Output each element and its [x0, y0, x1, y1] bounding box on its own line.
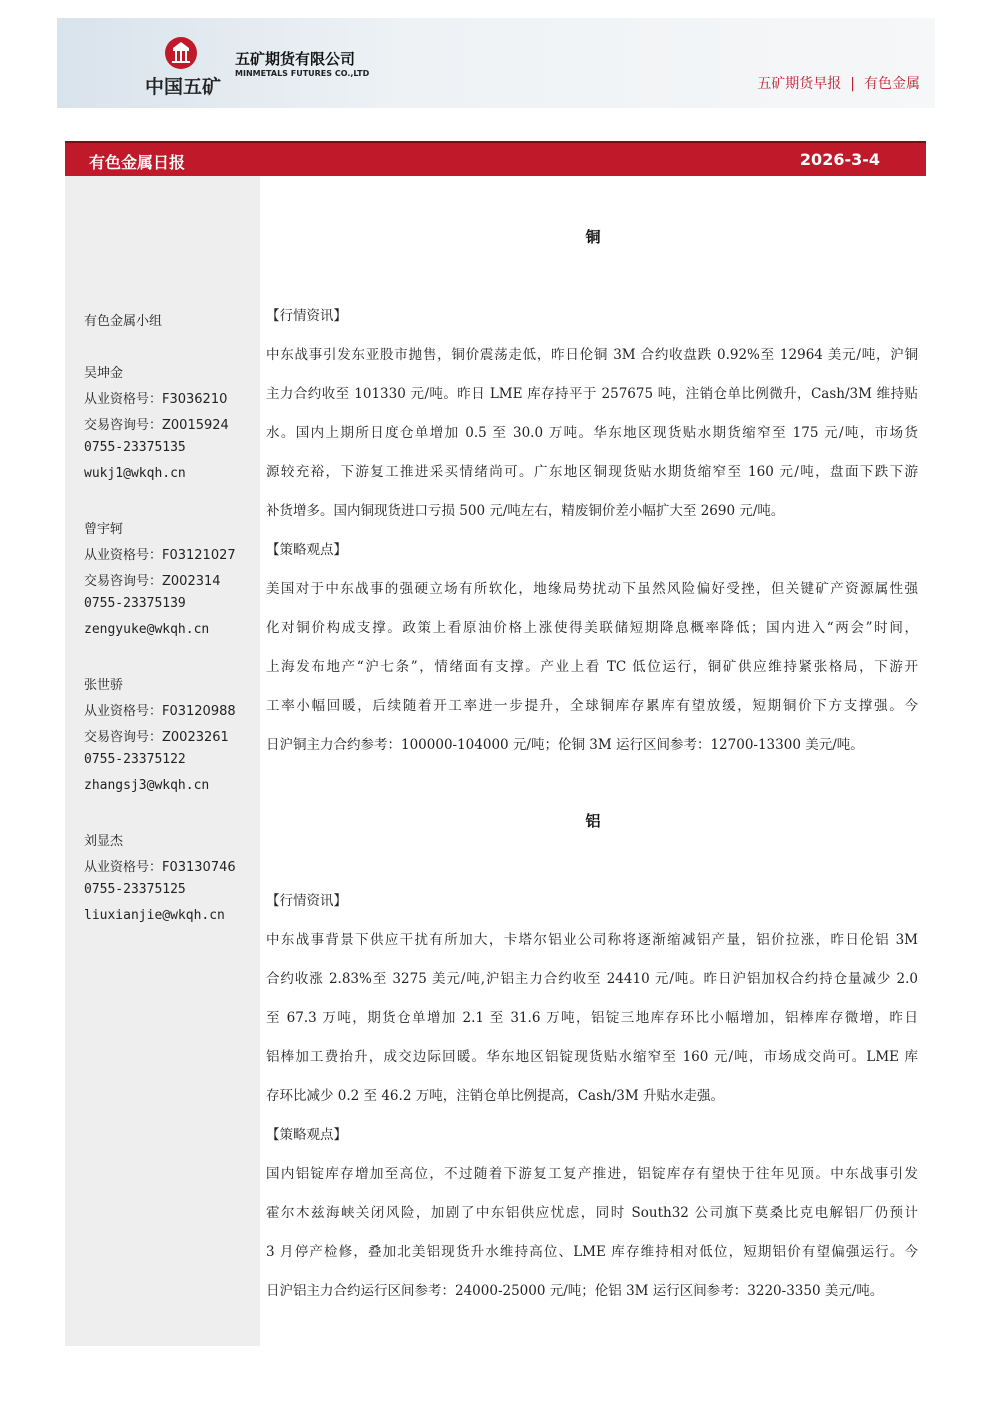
analyst-advisory: 交易咨询号：Z002314	[84, 574, 221, 589]
analyst-phone: 0755-23375135	[84, 440, 186, 455]
analyst-email: wukj1@wkqh.cn	[84, 466, 186, 481]
company-name-en: MINMETALS FUTURES CO.,LTD	[235, 69, 370, 78]
analyst-phone: 0755-23375122	[84, 752, 186, 767]
analyst-name: 吴坤金	[84, 366, 124, 381]
separator: |	[850, 76, 855, 92]
paragraph-line: 铝棒加工费抬升，成交边际回暖。华东地区铝锭现货贴水缩窄至 160 元/吨，市场成交尚可。LME 库	[266, 1049, 918, 1065]
report-title-bar	[65, 141, 926, 176]
report-header	[57, 18, 935, 108]
news-label: 【行情资讯】	[266, 893, 347, 909]
minmetals-logo-icon	[164, 36, 198, 70]
analyst-email: liuxianjie@wkqh.cn	[84, 908, 225, 923]
paragraph-line: 工率小幅回暖，后续随着开工率进一步提升，全球铜库存累库有望放缓，短期铜价下方支撑强。今	[266, 698, 918, 714]
analyst-cert: 从业资格号：F03120988	[84, 704, 236, 719]
analyst-cert: 从业资格号：F03121027	[84, 548, 236, 563]
paragraph-line: 化对铜价构成支撑。政策上看原油价格上涨使得美联储短期降息概率降低；国内进入“两会”时间，	[266, 620, 918, 636]
group-title: 有色金属小组	[84, 314, 163, 329]
paragraph-line: 日沪铝主力合约运行区间参考：24000-25000 元/吨；伦铝 3M 运行区间参考：3220-3350 美元/吨。	[266, 1283, 884, 1299]
report-section: 有色金属	[864, 76, 920, 92]
analyst-name: 张世骄	[84, 678, 124, 693]
analyst-phone: 0755-23375139	[84, 596, 186, 611]
report-title: 有色金属日报	[89, 153, 186, 172]
analyst-email: zengyuke@wkqh.cn	[84, 622, 210, 637]
paragraph-line: 中东战事背景下供应干扰有所加大，卡塔尔铝业公司称将逐渐缩减铝产量，铝价拉涨，昨日伦铝 3M	[266, 932, 918, 948]
analyst-sidebar	[65, 176, 260, 1346]
paragraph-line: 美国对于中东战事的强硬立场有所软化，地缘局势扰动下虽然风险偏好受挫，但关键矿产资源属性强	[266, 581, 918, 597]
analyst-advisory: 交易咨询号：Z0023261	[84, 730, 229, 745]
paragraph-line: 合约收涨 2.83%至 3275 美元/吨,沪铝主力合约收至 24410 元/吨。昨日沪铝加权合约持仓量减少 2.0	[266, 971, 918, 987]
analyst-name: 刘显杰	[84, 834, 124, 849]
paragraph-line: 水。国内上期所日度仓单增加 0.5 至 30.0 万吨。华东地区现货贴水期货缩窄至 175 元/吨，市场货	[266, 425, 918, 441]
paragraph-line: 霍尔木兹海峡关闭风险，加剧了中东铝供应忧虑，同时 South32 公司旗下莫桑比克电解铝厂仍预计	[266, 1205, 918, 1221]
view-label: 【策略观点】	[266, 1127, 347, 1143]
analyst-email: zhangsj3@wkqh.cn	[84, 778, 210, 793]
logo-text: 中国五矿	[144, 76, 221, 98]
paragraph-line: 3 月停产检修，叠加北美铝现货升水维持高位、LME 库存维持相对低位，短期铝价有望偏强运行。今	[266, 1244, 918, 1260]
analyst-advisory: 交易咨询号：Z0015924	[84, 418, 229, 433]
analyst-name: 曾宇轲	[84, 522, 124, 537]
analyst-phone: 0755-23375125	[84, 882, 186, 897]
section-title-copper: 铜	[585, 228, 601, 246]
paragraph-line: 主力合约收至 101330 元/吨。昨日 LME 库存持平于 257675 吨，注销仓单比例微升，Cash/3M 维持贴	[266, 386, 918, 402]
paragraph-line: 源较充裕，下游复工推进采买情绪尚可。广东地区铜现货贴水期货缩窄至 160 元/吨，盘面下跌下游	[266, 464, 918, 480]
paragraph-line: 上海发布地产“沪七条”，情绪面有支撑。产业上看 TC 低位运行，铜矿供应维持紧张格局，下游开	[266, 659, 918, 675]
paragraph-line: 至 67.3 万吨，期货仓单增加 2.1 至 31.6 万吨，铝锭三地库存环比小幅增加，铝棒库存微增，昨日	[266, 1010, 918, 1026]
paragraph-line: 日沪铜主力合约参考：100000-104000 元/吨；伦铜 3M 运行区间参考：12700-13300 美元/吨。	[266, 737, 864, 753]
analyst-cert: 从业资格号：F3036210	[84, 392, 228, 407]
report-series: 五矿期货早报	[757, 76, 842, 92]
analyst-cert: 从业资格号：F03130746	[84, 860, 236, 875]
report-date: 2026-3-4	[799, 150, 880, 169]
company-name-cn: 五矿期货有限公司	[235, 50, 356, 68]
view-label: 【策略观点】	[266, 542, 347, 558]
section-title-aluminum: 铝	[585, 812, 601, 830]
paragraph-line: 补货增多。国内铜现货进口亏损 500 元/吨左右，精废铜价差小幅扩大至 2690 元/吨。	[266, 503, 785, 519]
paragraph-line: 存环比减少 0.2 至 46.2 万吨，注销仓单比例提高，Cash/3M 升贴水走强。	[266, 1088, 724, 1104]
report-series-label	[757, 73, 920, 93]
paragraph-line: 中东战事引发东亚股市抛售，铜价震荡走低，昨日伦铜 3M 合约收盘跌 0.92%至 12964 美元/吨，沪铜	[266, 347, 918, 363]
news-label: 【行情资讯】	[266, 308, 347, 324]
paragraph-line: 国内铝锭库存增加至高位，不过随着下游复工复产推进，铝锭库存有望快于往年见顶。中东战事引发	[266, 1166, 918, 1182]
